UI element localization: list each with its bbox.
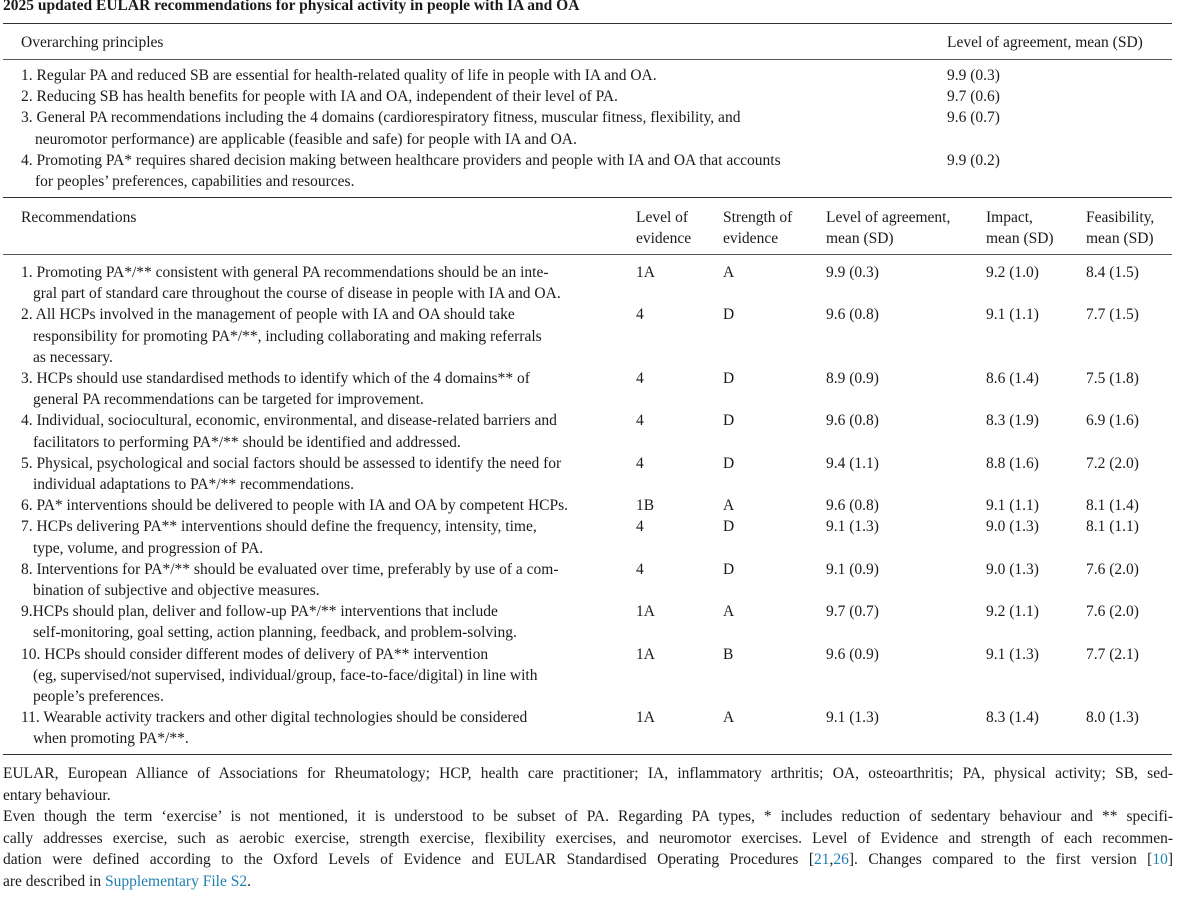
supplementary-file-link[interactable]: Supplementary File S2 [105,872,248,890]
level-of-evidence: 4 [636,412,644,430]
recommendation-line: general PA recommendations can be targeted for improvement. [33,391,424,409]
principle-agreement: 9.6 (0.7) [947,109,1000,127]
agreement-value: 9.9 (0.3) [826,264,879,281]
level-of-evidence: 4 [636,454,644,472]
recommendation-text [21,644,537,708]
reference-link-21[interactable]: 21 [814,851,830,868]
principle-line: 4. Promoting PA* requires shared decision making between healthcare providers and people with IA and OA that accounts [21,151,781,169]
strength-of-evidence: A [723,603,735,621]
feasibility-value: 6.9 (1.6) [1086,412,1139,430]
impact-value: 9.0 (1.3) [986,518,1039,536]
level-of-evidence: 4 [636,370,644,387]
reference-link-26[interactable]: 26 [833,851,849,868]
level-of-evidence: 4 [636,518,644,536]
agreement-value: 9.6 (0.8) [826,497,879,515]
impact-value: 9.2 (1.0) [986,264,1039,281]
level-of-evidence: 1A [636,709,655,727]
agreement-value: 9.7 (0.7) [826,603,879,621]
recommendation-line: 4. Individual, sociocultural, economic, environmental, and disease-related barriers and [21,412,557,430]
impact-value: 9.1 (1.3) [986,645,1039,663]
impact-value: 9.2 (1.1) [986,603,1039,621]
recommendation-line: when promoting PA*/**. [33,730,189,748]
level-of-evidence: 1B [636,497,655,515]
recommendation-line: 7. HCPs delivering PA** interventions should define the frequency, intensity, time, [21,518,537,536]
feasibility-value: 7.5 (1.8) [1086,370,1139,387]
recommendation-line: (eg, supervised/not supervised, individual/group, face-to-face/digital) in line with [33,666,538,684]
recommendation-line: type, volume, and progression of PA. [33,539,264,557]
table-title: 2025 updated EULAR recommendations for physical activity in people with IA and OA [3,0,580,14]
recommendation-text [21,559,558,601]
principles-header-rule [3,59,1172,60]
recommendation-line: 9.HCPs should plan, deliver and follow-up PA*/** interventions that include [21,603,498,621]
feasibility-value: 8.1 (1.1) [1086,518,1139,536]
recommendation-text [21,304,542,368]
recommendation-text [21,516,537,558]
impact-value: 9.1 (1.1) [986,497,1039,515]
rec-header-label: Recommendations [21,209,137,226]
strength-of-evidence: D [723,518,735,536]
principle-line: 1. Regular PA and reduced SB are essential for health-related quality of life in people with IA and OA. [21,67,657,84]
recommendation-line: 1. Promoting PA*/** consistent with general PA recommendations should be an inte- [21,264,549,281]
recommendation-text [21,707,527,749]
principle-agreement: 9.7 (0.6) [947,88,1000,106]
strength-of-evidence: D [723,306,735,324]
impact-value: 9.0 (1.3) [986,560,1039,578]
recommendation-line: 2. All HCPs involved in the management of people with IA and OA should take [21,306,515,324]
strength-of-evidence: D [723,560,735,578]
level-of-evidence: 1A [636,264,655,281]
impact-value: 8.3 (1.4) [986,709,1039,727]
rec-header-feasibility: Feasibility, mean (SD) [1086,209,1155,248]
recommendation-line: bination of subjective and objective measures. [33,582,320,599]
agreement-value: 8.9 (0.9) [826,370,879,387]
recommendation-line: 8. Interventions for PA*/** should be evaluated over time, preferably by use of a com- [21,560,559,578]
recommendation-text [21,262,561,304]
strength-of-evidence: A [723,264,735,281]
section-rule [3,197,1172,198]
level-of-evidence: 4 [636,560,644,578]
strength-of-evidence: D [723,454,735,472]
rec-header-level: Level of evidence [636,209,692,248]
feasibility-value: 7.7 (1.5) [1086,306,1139,324]
principle-line: 2. Reducing SB has health benefits for people with IA and OA, independent of their level of PA. [21,88,618,106]
agreement-value: 9.4 (1.1) [826,454,879,472]
principle-text [21,150,781,192]
feasibility-value: 7.6 (2.0) [1086,560,1139,578]
feasibility-value: 7.2 (2.0) [1086,454,1139,472]
agreement-value: 9.6 (0.8) [826,412,879,430]
rec-header-impact: Impact, mean (SD) [986,209,1054,248]
feasibility-value: 7.6 (2.0) [1086,603,1139,621]
principle-line: for peoples’ preferences, capabilities and resources. [35,173,355,190]
principle-text [21,86,618,107]
recommendation-line: 3. HCPs should use standardised methods to identify which of the 4 domains** of [21,370,530,387]
principles-agreement-header: Level of agreement, mean (SD) [947,34,1143,51]
feasibility-value: 8.1 (1.4) [1086,497,1139,515]
agreement-value: 9.1 (0.9) [826,560,879,578]
strength-of-evidence: A [723,497,735,515]
recommendation-line: responsibility for promoting PA*/**, including collaborating and making referrals [33,327,542,345]
recommendation-line: gral part of standard care throughout the course of disease in people with IA and OA. [33,285,561,303]
principle-agreement: 9.9 (0.3) [947,67,1000,84]
recommendation-text [21,601,517,643]
principle-agreement: 9.9 (0.2) [947,151,1000,169]
level-of-evidence: 4 [636,306,644,324]
recommendation-line: 11. Wearable activity trackers and other digital technologies should be considered [21,709,528,727]
impact-value: 8.8 (1.6) [986,454,1039,472]
level-of-evidence: 1A [636,603,655,621]
agreement-value: 9.1 (1.3) [826,518,879,536]
principle-line: 3. General PA recommendations including the 4 domains (cardiorespiratory fitness, muscular fitness, flexibility, and [21,109,741,127]
strength-of-evidence: D [723,370,735,387]
recommendation-line: facilitators to performing PA*/** should be identified and addressed. [33,433,461,451]
bottom-rule [3,754,1172,755]
rec-header-agreement: Level of agreement, mean (SD) [826,209,951,248]
impact-value: 9.1 (1.1) [986,306,1039,324]
level-of-evidence: 1A [636,645,655,663]
rec-header-rule [3,254,1172,255]
agreement-value: 9.1 (1.3) [826,709,879,727]
recommendation-line: self-monitoring, goal setting, action planning, feedback, and problem-solving. [33,624,517,642]
recommendation-text [21,410,557,452]
recommendation-text [21,453,561,495]
feasibility-value: 8.4 (1.5) [1086,264,1139,281]
recommendation-line: 5. Physical, psychological and social factors should be assessed to identify the need for [21,454,562,472]
explanatory-footnote: Even though the term ‘exercise’ is not mentioned, it is understood to be subset of PA. Regarding PA types, * includes reduction of sedentary behaviour and ** specifi- cally addresses exercise, such as aerobic exercise, strength exercise, flexibility exercises, and neuromotor exercises. Level of Evidence and strength of each recommen- dation were defined according to the Oxford Levels of Evidence and EULAR Standardised Operating Procedures [21,26]. Changes compared to the first version [10] are described in Supplementary File S2. [3,808,1173,890]
principles-header: Overarching principles [21,34,164,51]
impact-value: 8.6 (1.4) [986,370,1039,387]
recommendation-text [21,368,530,410]
recommendation-line: individual adaptations to PA*/** recommendations. [33,476,355,493]
strength-of-evidence: A [723,709,735,727]
abbreviations-footnote: EULAR, European Alliance of Associations for Rheumatology; HCP, health care practitioner; IA, inflammatory arthritis; OA, osteoarthritis; PA, physical activity; SB, sed- entary behaviour. [3,765,1173,804]
top-rule [3,23,1172,24]
feasibility-value: 7.7 (2.1) [1086,645,1139,663]
recommendation-line: people’s preferences. [33,688,164,705]
impact-value: 8.3 (1.9) [986,412,1039,430]
recommendation-line: 6. PA* interventions should be delivered to people with IA and OA by competent HCPs. [21,497,569,515]
principle-line: neuromotor performance) are applicable (feasible and safe) for people with IA and OA. [35,130,577,148]
feasibility-value: 8.0 (1.3) [1086,709,1139,727]
recommendation-line: as necessary. [33,348,113,366]
principle-text [21,107,740,149]
strength-of-evidence: B [723,645,734,663]
recommendation-text [21,495,568,516]
strength-of-evidence: D [723,412,735,430]
rec-header-strength: Strength of evidence [723,209,793,248]
agreement-value: 9.6 (0.8) [826,306,879,324]
principle-text [21,65,657,86]
recommendation-line: 10. HCPs should consider different modes of delivery of PA** intervention [21,645,489,663]
agreement-value: 9.6 (0.9) [826,645,879,663]
reference-link-10[interactable]: 10 [1152,851,1168,868]
